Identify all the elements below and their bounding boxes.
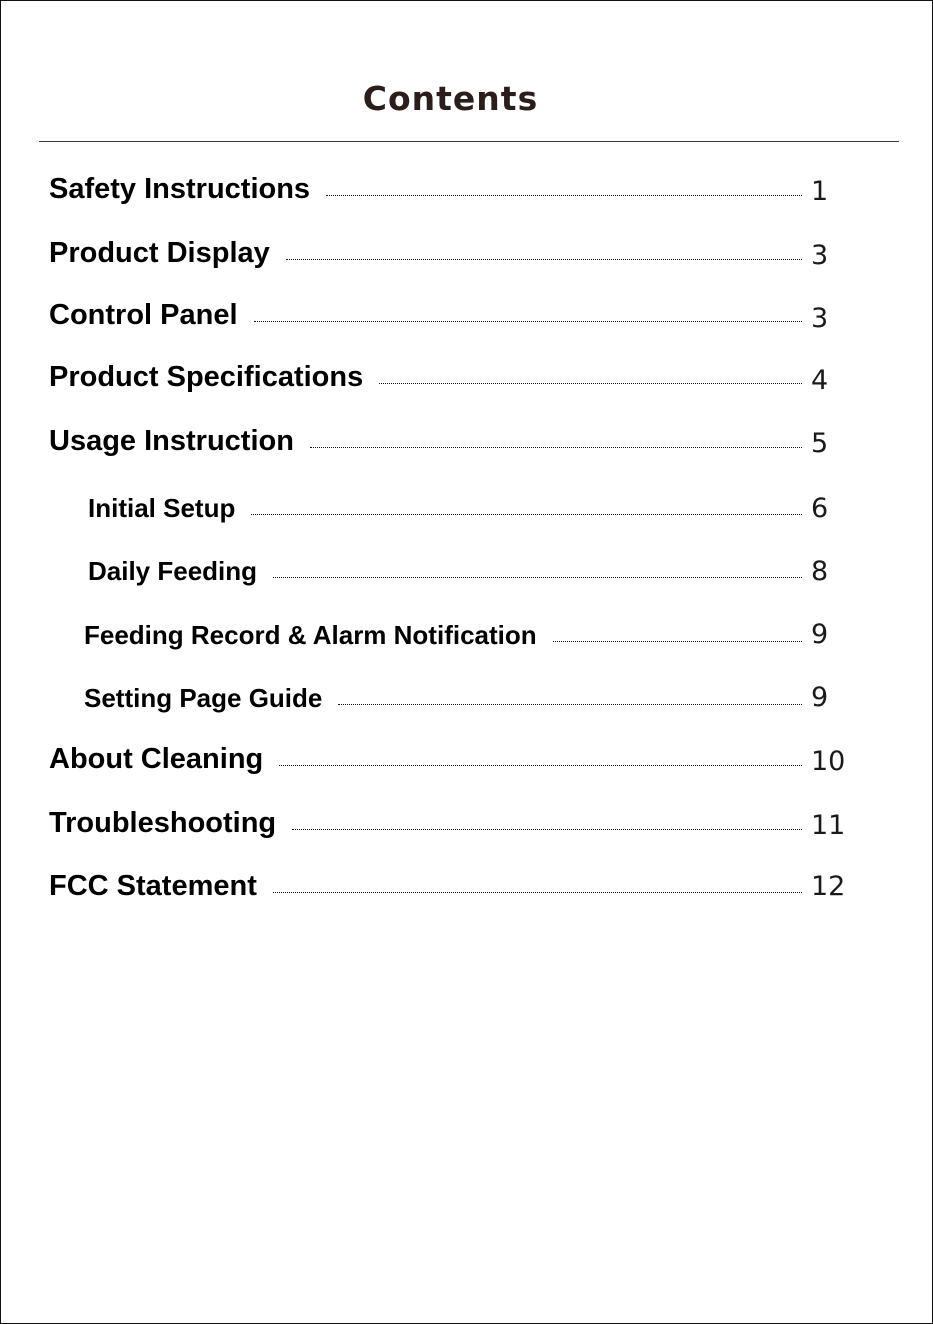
dot-leader bbox=[273, 892, 802, 893]
page-number: 10 bbox=[811, 746, 846, 777]
toc-entry-initial-setup[interactable] bbox=[88, 493, 802, 524]
page-number: 8 bbox=[811, 556, 829, 587]
toc-entry-label: Product Specifications bbox=[49, 361, 364, 393]
dot-leader bbox=[379, 383, 802, 384]
toc-entry-about-cleaning[interactable] bbox=[49, 743, 802, 776]
toc-entry-label: Control Panel bbox=[49, 299, 238, 331]
toc-entry-label: Feeding Record & Alarm Notification bbox=[84, 620, 537, 650]
toc-entry-troubleshooting[interactable] bbox=[49, 807, 802, 840]
dot-leader bbox=[279, 765, 802, 766]
page-number: 5 bbox=[811, 428, 829, 459]
toc-entry-safety-instructions[interactable] bbox=[49, 173, 802, 206]
toc-entry-label: Initial Setup bbox=[88, 493, 236, 523]
dot-leader bbox=[553, 641, 802, 642]
toc-entry-label: Daily Feeding bbox=[88, 556, 258, 586]
toc-entry-setting-page-guide[interactable] bbox=[84, 683, 802, 714]
page-number: 12 bbox=[811, 871, 846, 902]
toc-entry-label: Safety Instructions bbox=[49, 173, 311, 205]
toc-entry-label: About Cleaning bbox=[49, 743, 264, 775]
toc-entry-usage-instruction[interactable] bbox=[49, 425, 802, 458]
title-divider bbox=[39, 141, 899, 142]
toc-entry-label: Usage Instruction bbox=[49, 425, 294, 457]
toc-entry-fcc-statement[interactable] bbox=[49, 870, 802, 903]
page-number: 3 bbox=[811, 303, 829, 334]
dot-leader bbox=[286, 259, 802, 260]
dot-leader bbox=[338, 704, 802, 705]
toc-entry-label: Setting Page Guide bbox=[84, 683, 323, 713]
page-number: 9 bbox=[811, 619, 829, 650]
dot-leader bbox=[292, 829, 802, 830]
page-number: 4 bbox=[811, 365, 829, 396]
page-number: 1 bbox=[811, 176, 829, 207]
toc-entry-label: Product Display bbox=[49, 237, 270, 269]
page-number: 11 bbox=[811, 810, 846, 841]
toc-entry-label: FCC Statement bbox=[49, 870, 257, 902]
toc-entry-product-display[interactable] bbox=[49, 237, 802, 270]
page-number: 3 bbox=[811, 240, 829, 271]
toc-entry-product-specifications[interactable] bbox=[49, 361, 802, 394]
dot-leader bbox=[310, 447, 802, 448]
page-number: 6 bbox=[811, 493, 829, 524]
dot-leader bbox=[273, 577, 802, 578]
toc-entry-feeding-record-alarm[interactable] bbox=[84, 620, 802, 651]
toc-entry-label: Troubleshooting bbox=[49, 807, 277, 839]
toc-entry-daily-feeding[interactable] bbox=[88, 556, 802, 587]
toc-entry-control-panel[interactable] bbox=[49, 299, 802, 332]
page-title: Contents bbox=[362, 79, 539, 118]
dot-leader bbox=[254, 321, 802, 322]
page-number: 9 bbox=[811, 682, 829, 713]
dot-leader bbox=[251, 514, 802, 515]
dot-leader bbox=[326, 195, 802, 196]
